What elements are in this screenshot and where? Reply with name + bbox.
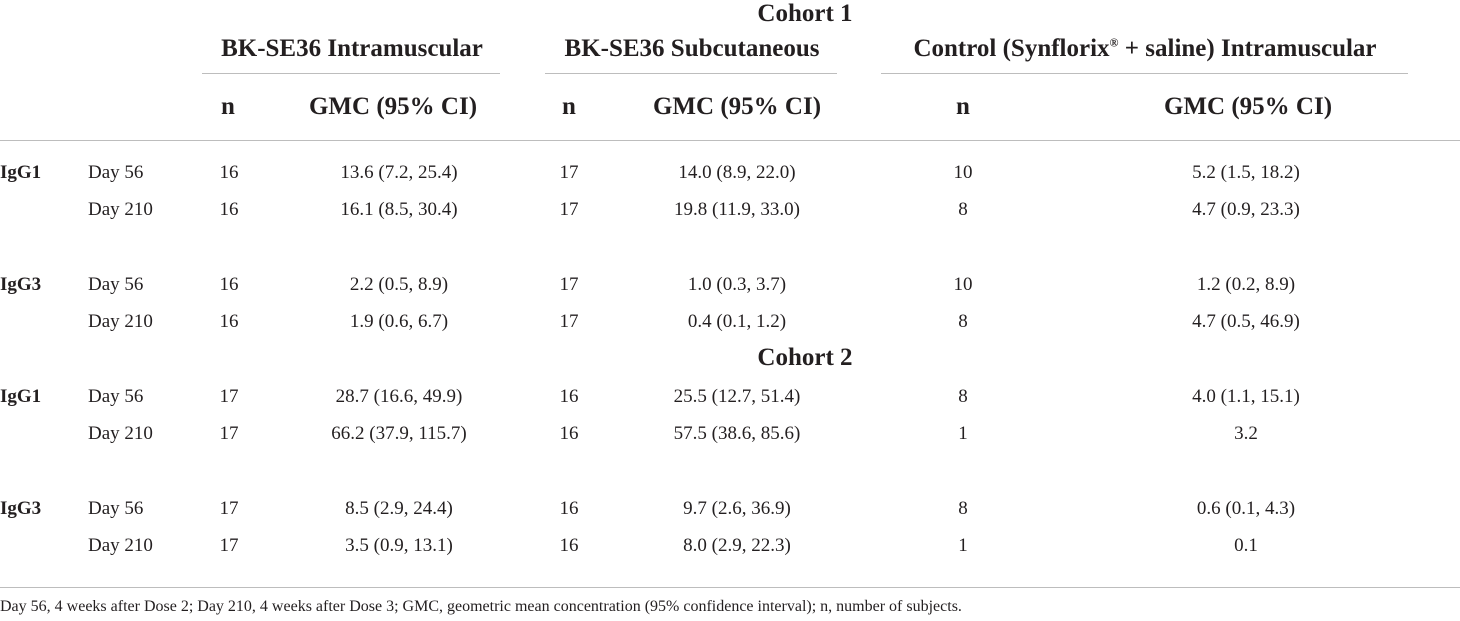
cell-n: 16 [219, 199, 239, 220]
cell-n: 17 [219, 535, 239, 556]
cell-n: 16 [219, 162, 239, 183]
col-header-gmc-3: GMC (95% CI) [1163, 93, 1333, 120]
row-day-label: Day 210 [88, 199, 153, 220]
cell-n: 17 [559, 162, 579, 183]
cell-n: 17 [559, 199, 579, 220]
cell-gmc: 28.7 (16.6, 49.9) [335, 386, 463, 407]
cell-gmc: 1.9 (0.6, 6.7) [349, 311, 449, 332]
cohort-2-title: Cohort 2 [757, 344, 853, 371]
cell-gmc: 3.2 [1234, 423, 1258, 444]
cell-n: 16 [219, 274, 239, 295]
cell-gmc: 25.5 (12.7, 51.4) [673, 386, 801, 407]
group-label: IgG3 [0, 498, 42, 519]
col-header-gmc-2: GMC (95% CI) [652, 93, 822, 120]
cell-n: 1 [958, 535, 968, 556]
cell-gmc: 5.2 (1.5, 18.2) [1192, 162, 1300, 183]
cell-n: 16 [559, 423, 579, 444]
group-header-subcutaneous: BK-SE36 Subcutaneous [564, 35, 820, 62]
cell-gmc: 4.0 (1.1, 15.1) [1192, 386, 1300, 407]
cell-gmc: 19.8 (11.9, 33.0) [674, 199, 800, 220]
cell-n: 8 [958, 386, 968, 407]
cell-n: 8 [958, 199, 968, 220]
row-day-label: Day 56 [88, 498, 144, 519]
cell-gmc: 14.0 (8.9, 22.0) [678, 162, 796, 183]
cell-gmc: 57.5 (38.6, 85.6) [673, 423, 801, 444]
cell-n: 17 [219, 423, 239, 444]
cell-gmc: 0.6 (0.1, 4.3) [1196, 498, 1296, 519]
cell-n: 17 [219, 498, 239, 519]
cell-gmc: 66.2 (37.9, 115.7) [331, 423, 467, 444]
cell-n: 8 [958, 498, 968, 519]
cell-gmc: 8.0 (2.9, 22.3) [683, 535, 791, 556]
cell-n: 10 [953, 162, 973, 183]
cell-n: 16 [559, 498, 579, 519]
cell-n: 17 [559, 311, 579, 332]
row-day-label: Day 210 [88, 535, 153, 556]
group-underline-intramuscular [202, 73, 500, 74]
col-header-n-3: n [956, 93, 970, 120]
col-header-n-1: n [221, 93, 235, 120]
cell-gmc: 16.1 (8.5, 30.4) [340, 199, 458, 220]
table-footnote: Day 56, 4 weeks after Dose 2; Day 210, 4 weeks after Dose 3; GMC, geometric mean concentration (95% confidence interval); n, number of subjects. [0, 598, 962, 615]
group-header-intramuscular: BK-SE36 Intramuscular [221, 35, 483, 62]
cell-gmc: 13.6 (7.2, 25.4) [340, 162, 458, 183]
group-label: IgG3 [0, 274, 42, 295]
row-day-label: Day 210 [88, 423, 153, 444]
cell-gmc: 3.5 (0.9, 13.1) [345, 535, 453, 556]
registered-mark: ® [1109, 35, 1119, 50]
group-underline-control [881, 73, 1408, 74]
row-day-label: Day 210 [88, 311, 153, 332]
cell-gmc: 0.1 [1234, 535, 1258, 556]
col-header-gmc-1: GMC (95% CI) [308, 93, 478, 120]
cell-n: 8 [958, 311, 968, 332]
group-label: IgG1 [0, 386, 42, 407]
control-header-text-1: Control (Synflorix [913, 35, 1110, 62]
row-day-label: Day 56 [88, 386, 144, 407]
row-day-label: Day 56 [88, 162, 144, 183]
group-underline-subcutaneous [545, 73, 837, 74]
header-rule [0, 140, 1460, 141]
table-bottom-rule [0, 587, 1460, 588]
cell-n: 16 [559, 386, 579, 407]
cell-gmc: 4.7 (0.5, 46.9) [1192, 311, 1300, 332]
cell-n: 16 [559, 535, 579, 556]
cell-n: 16 [219, 311, 239, 332]
cell-gmc: 1.2 (0.2, 8.9) [1196, 274, 1296, 295]
cell-n: 17 [559, 274, 579, 295]
group-header-control [913, 36, 1376, 61]
col-header-n-2: n [562, 93, 576, 120]
cell-n: 10 [953, 274, 973, 295]
row-day-label: Day 56 [88, 274, 144, 295]
cell-n: 1 [958, 423, 968, 444]
cell-gmc: 4.7 (0.9, 23.3) [1192, 199, 1300, 220]
cohort-1-title: Cohort 1 [757, 0, 853, 27]
cell-gmc: 2.2 (0.5, 8.9) [349, 274, 449, 295]
cell-gmc: 8.5 (2.9, 24.4) [345, 498, 453, 519]
control-header-text-2: + saline) Intramuscular [1118, 35, 1377, 62]
cell-gmc: 1.0 (0.3, 3.7) [687, 274, 787, 295]
cell-gmc: 0.4 (0.1, 1.2) [687, 311, 787, 332]
group-label: IgG1 [0, 162, 42, 183]
cell-n: 17 [219, 386, 239, 407]
cell-gmc: 9.7 (2.6, 36.9) [683, 498, 791, 519]
